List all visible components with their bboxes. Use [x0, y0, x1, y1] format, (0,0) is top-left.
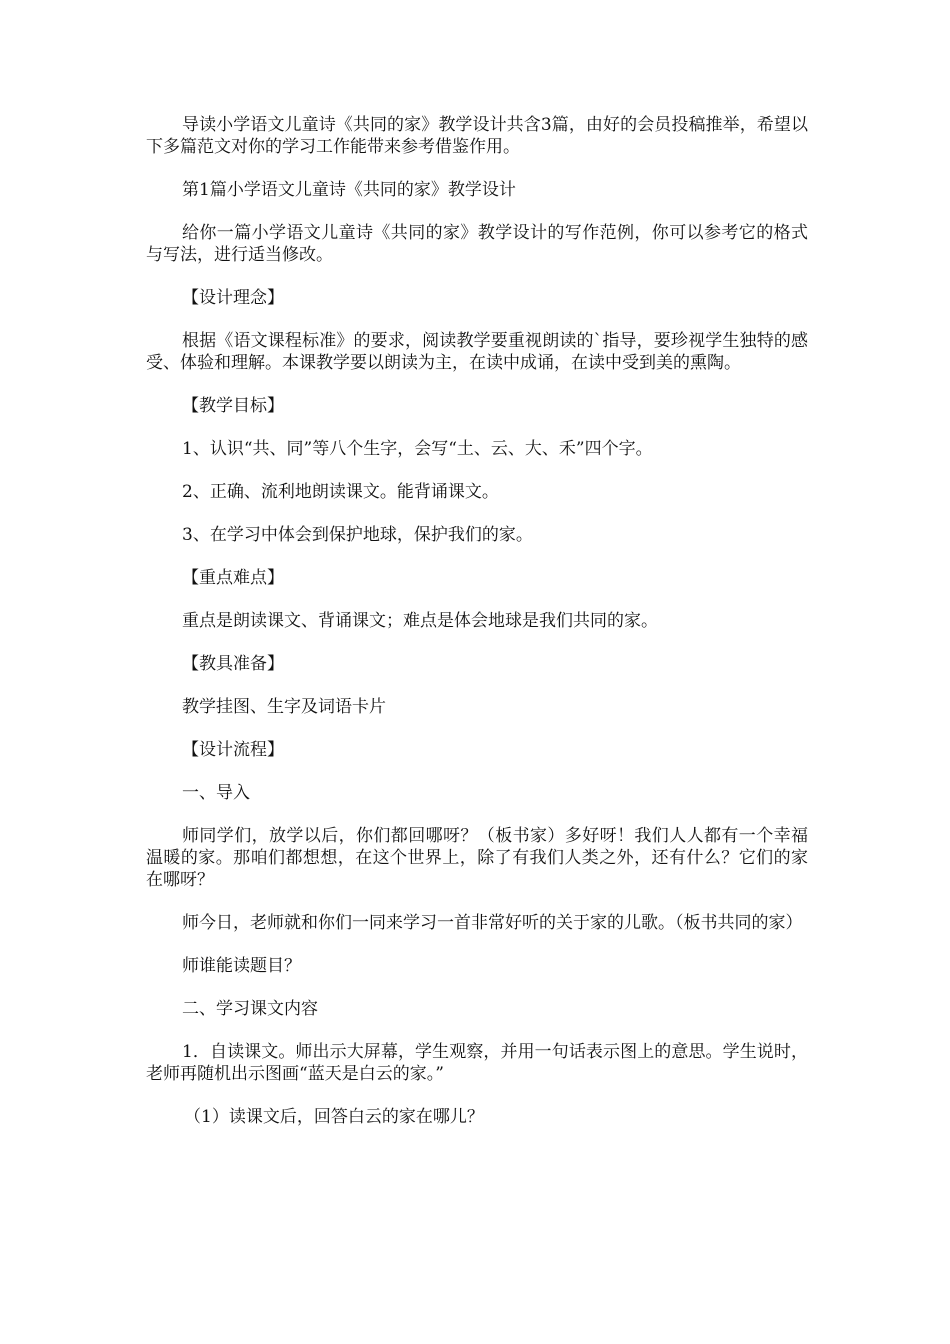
- section-heading-design-concept: 【设计理念】: [182, 288, 284, 308]
- intro-paragraph: 导读小学语文儿童诗《共同的家》教学设计共含3篇，由好的会员投稿推举，希望以下多篇范文对你的学习工作能带来参考借鉴作用。: [146, 115, 808, 157]
- flow-step-learn-text: 二、学习课文内容: [182, 999, 318, 1019]
- goal-item-1: 1、认识“共、同”等八个生字，会写“土、云、大、禾”四个字。: [182, 439, 653, 459]
- goal-item-3: 3、在学习中体会到保护地球，保护我们的家。: [182, 525, 533, 545]
- article-title: 第1篇小学语文儿童诗《共同的家》教学设计: [182, 180, 516, 200]
- section-heading-key-points: 【重点难点】: [182, 568, 284, 588]
- teacher-dialogue-2: 师今日，老师就和你们一同来学习一首非常好听的关于家的儿歌。（板书共同的家）: [182, 913, 803, 933]
- learn-substep-1: （1）读课文后，回答白云的家在哪儿？: [184, 1107, 484, 1127]
- teaching-aids-text: 教学挂图、生字及词语卡片: [182, 697, 386, 717]
- learn-step-1: 1．自读课文。师出示大屏幕，学生观察，并用一句话表示图上的意思。学生说时，老师再随机出示图画“蓝天是白云的家。”: [146, 1042, 808, 1084]
- section-heading-teaching-goals: 【教学目标】: [182, 396, 284, 416]
- design-concept-text: 根据《语文课程标准》的要求，阅读教学要重视朗读的`指导，要珍视学生独特的感受、体验和理解。本课教学要以朗读为主，在读中成诵，在读中受到美的熏陶。: [146, 331, 808, 373]
- teacher-dialogue-1: 师同学们，放学以后，你们都回哪呀？（板书家）多好呀！我们人人都有一个幸福温暖的家。那咱们都想想，在这个世界上，除了有我们人类之外，还有什么？它们的家在哪呀？: [146, 826, 808, 890]
- section-heading-teaching-aids: 【教具准备】: [182, 654, 284, 674]
- key-points-text: 重点是朗读课文、背诵课文；难点是体会地球是我们共同的家。: [182, 611, 658, 631]
- flow-step-introduction: 一、导入: [182, 783, 250, 803]
- section-heading-design-flow: 【设计流程】: [182, 740, 284, 760]
- teacher-dialogue-3: 师谁能读题目？: [182, 956, 301, 976]
- document-body: [146, 114, 808, 1149]
- goal-item-2: 2、正确、流利地朗读课文。能背诵课文。: [182, 482, 499, 502]
- article-intro: 给你一篇小学语文儿童诗《共同的家》教学设计的写作范例，你可以参考它的格式与写法，进行适当修改。: [146, 223, 808, 265]
